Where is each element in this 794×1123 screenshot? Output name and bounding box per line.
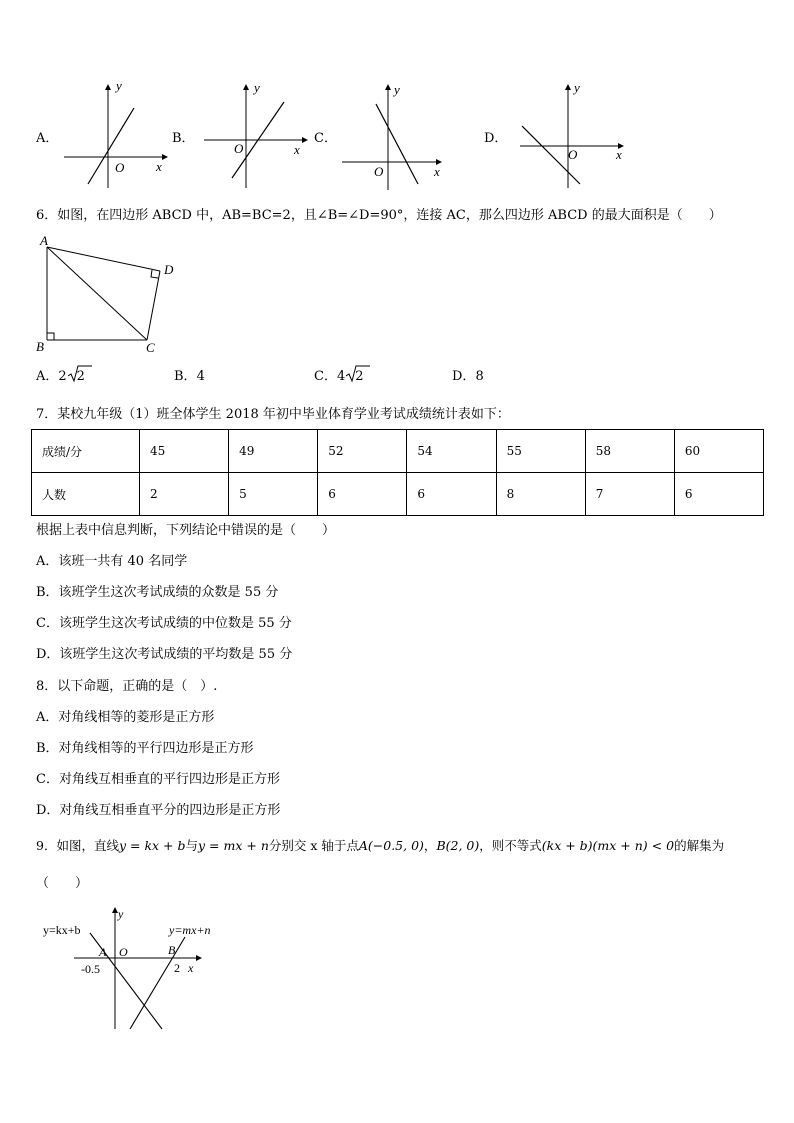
table-cell: 54 — [407, 430, 496, 473]
table-header-cell: 成绩/分 — [32, 430, 140, 473]
y-axis-label: y — [254, 80, 260, 95]
table-cell: 55 — [496, 430, 585, 473]
formula: B(2, 0) — [436, 838, 480, 853]
option-label: B． — [172, 131, 195, 146]
q8-option-d: D．对角线互相垂直平分的四边形是正方形 — [36, 803, 281, 818]
two-label: 2 — [174, 961, 180, 975]
sqrt-symbol: 2 — [68, 370, 85, 383]
table-cell: 6 — [318, 473, 407, 516]
table-cell: 6 — [674, 473, 763, 516]
formula: A(−0.5, 0) — [358, 838, 424, 853]
origin-label: O — [115, 160, 125, 175]
x-axis-label: x — [616, 147, 622, 162]
q7-stem: 7．某校九年级（1）班全体学生 2018 年初中毕业体育学业考试成绩统计表如下： — [36, 407, 510, 422]
table-row — [32, 430, 764, 473]
q8-option-a: A．对角线相等的菱形是正方形 — [36, 710, 215, 725]
formula: y = mx + n — [198, 838, 269, 853]
option-label: A． — [36, 131, 59, 146]
q7-option-a: A．该班一共有 40 名同学 — [36, 554, 188, 569]
q6-option-c: C．4 2 — [314, 370, 364, 383]
q9-lines-figure — [40, 905, 230, 1035]
table-row — [32, 473, 764, 516]
q7-question: 根据上表中信息判断，下列结论中错误的是（ ） — [36, 523, 336, 538]
table-cell: 58 — [585, 430, 674, 473]
table-cell: 8 — [496, 473, 585, 516]
q7-option-c: C．该班学生这次考试成绩的中位数是 55 分 — [36, 616, 292, 631]
table-header-cell: 人数 — [32, 473, 140, 516]
q7-option-b: B．该班学生这次考试成绩的众数是 55 分 — [36, 585, 279, 600]
line-mx-n-label: y=mx+n — [169, 923, 211, 937]
table-cell: 60 — [674, 430, 763, 473]
formula: (kx + b)(mx + n) < 0 — [541, 838, 675, 853]
table-cell: 45 — [140, 430, 229, 473]
q8-stem: 8．以下命题，正确的是（ ）. — [36, 679, 218, 694]
graph-a-plot — [36, 80, 176, 190]
vertex-d-label: D — [164, 262, 174, 277]
q8-option-b: B．对角线相等的平行四边形是正方形 — [36, 741, 254, 756]
graph-d-plot — [484, 80, 634, 190]
option-label: C． — [314, 131, 337, 146]
x-axis-label: x — [434, 164, 440, 179]
q5-graph-a — [36, 80, 176, 190]
vertex-b-label: B — [36, 339, 44, 354]
y-axis-label: y — [574, 80, 580, 95]
table-cell: 52 — [318, 430, 407, 473]
origin-label: O — [234, 141, 244, 156]
table-cell: 2 — [140, 473, 229, 516]
y-axis-label: y — [116, 80, 122, 93]
line-kx-b-label: y=kx+b — [43, 923, 81, 937]
option-label: D． — [484, 131, 508, 146]
q5-graph-c — [314, 80, 454, 190]
q5-graph-d — [484, 80, 634, 190]
q5-graph-b — [172, 80, 312, 190]
origin-label: O — [568, 147, 578, 162]
origin-label: O — [119, 945, 128, 959]
table-cell: 5 — [229, 473, 318, 516]
y-axis-label: y — [118, 907, 124, 921]
table-cell: 49 — [229, 430, 318, 473]
x-axis-label: x — [156, 159, 162, 174]
point-b-label: B — [168, 943, 176, 957]
x-axis-label: x — [294, 142, 300, 157]
q9-stem: 9．如图，直线y = kx + b与y = mx + n分别交 x 轴于点A(−0.5, 0)，B(2, 0)，则不等式(kx + b)(mx + n) < 0的解集为 — [36, 838, 725, 853]
x-axis-label: x — [188, 961, 194, 975]
formula: y = kx + b — [118, 838, 186, 853]
y-axis-label: y — [394, 82, 400, 97]
q6-option-a: A．2 2 — [36, 370, 85, 383]
point-a-label: A — [99, 945, 107, 959]
q6-quadrilateral-figure — [34, 233, 184, 358]
origin-label: O — [374, 164, 384, 179]
score-table — [31, 429, 764, 516]
neg-half-label: -0.5 — [81, 962, 100, 976]
q8-option-c: C．对角线互相垂直的平行四边形是正方形 — [36, 772, 280, 787]
q6-option-d: D．8 — [452, 369, 484, 384]
sqrt-symbol: 2 — [346, 370, 363, 383]
q6-option-b: B．4 — [174, 369, 205, 384]
q9-answer-blank: （ ） — [36, 876, 89, 891]
graph-c-plot — [314, 80, 454, 190]
table-cell: 6 — [407, 473, 496, 516]
vertex-a-label: A — [40, 233, 48, 248]
q6-stem: 6．如图，在四边形 ABCD 中，AB=BC=2，且∠B=∠D=90°，连接 AC，那么四边形 ABCD 的最大面积是（ ） — [36, 208, 722, 223]
graph-b-plot — [172, 80, 312, 190]
q6-options — [36, 366, 536, 388]
table-cell: 7 — [585, 473, 674, 516]
vertex-c-label: C — [146, 340, 155, 355]
q7-option-d: D．该班学生这次考试成绩的平均数是 55 分 — [36, 647, 293, 662]
